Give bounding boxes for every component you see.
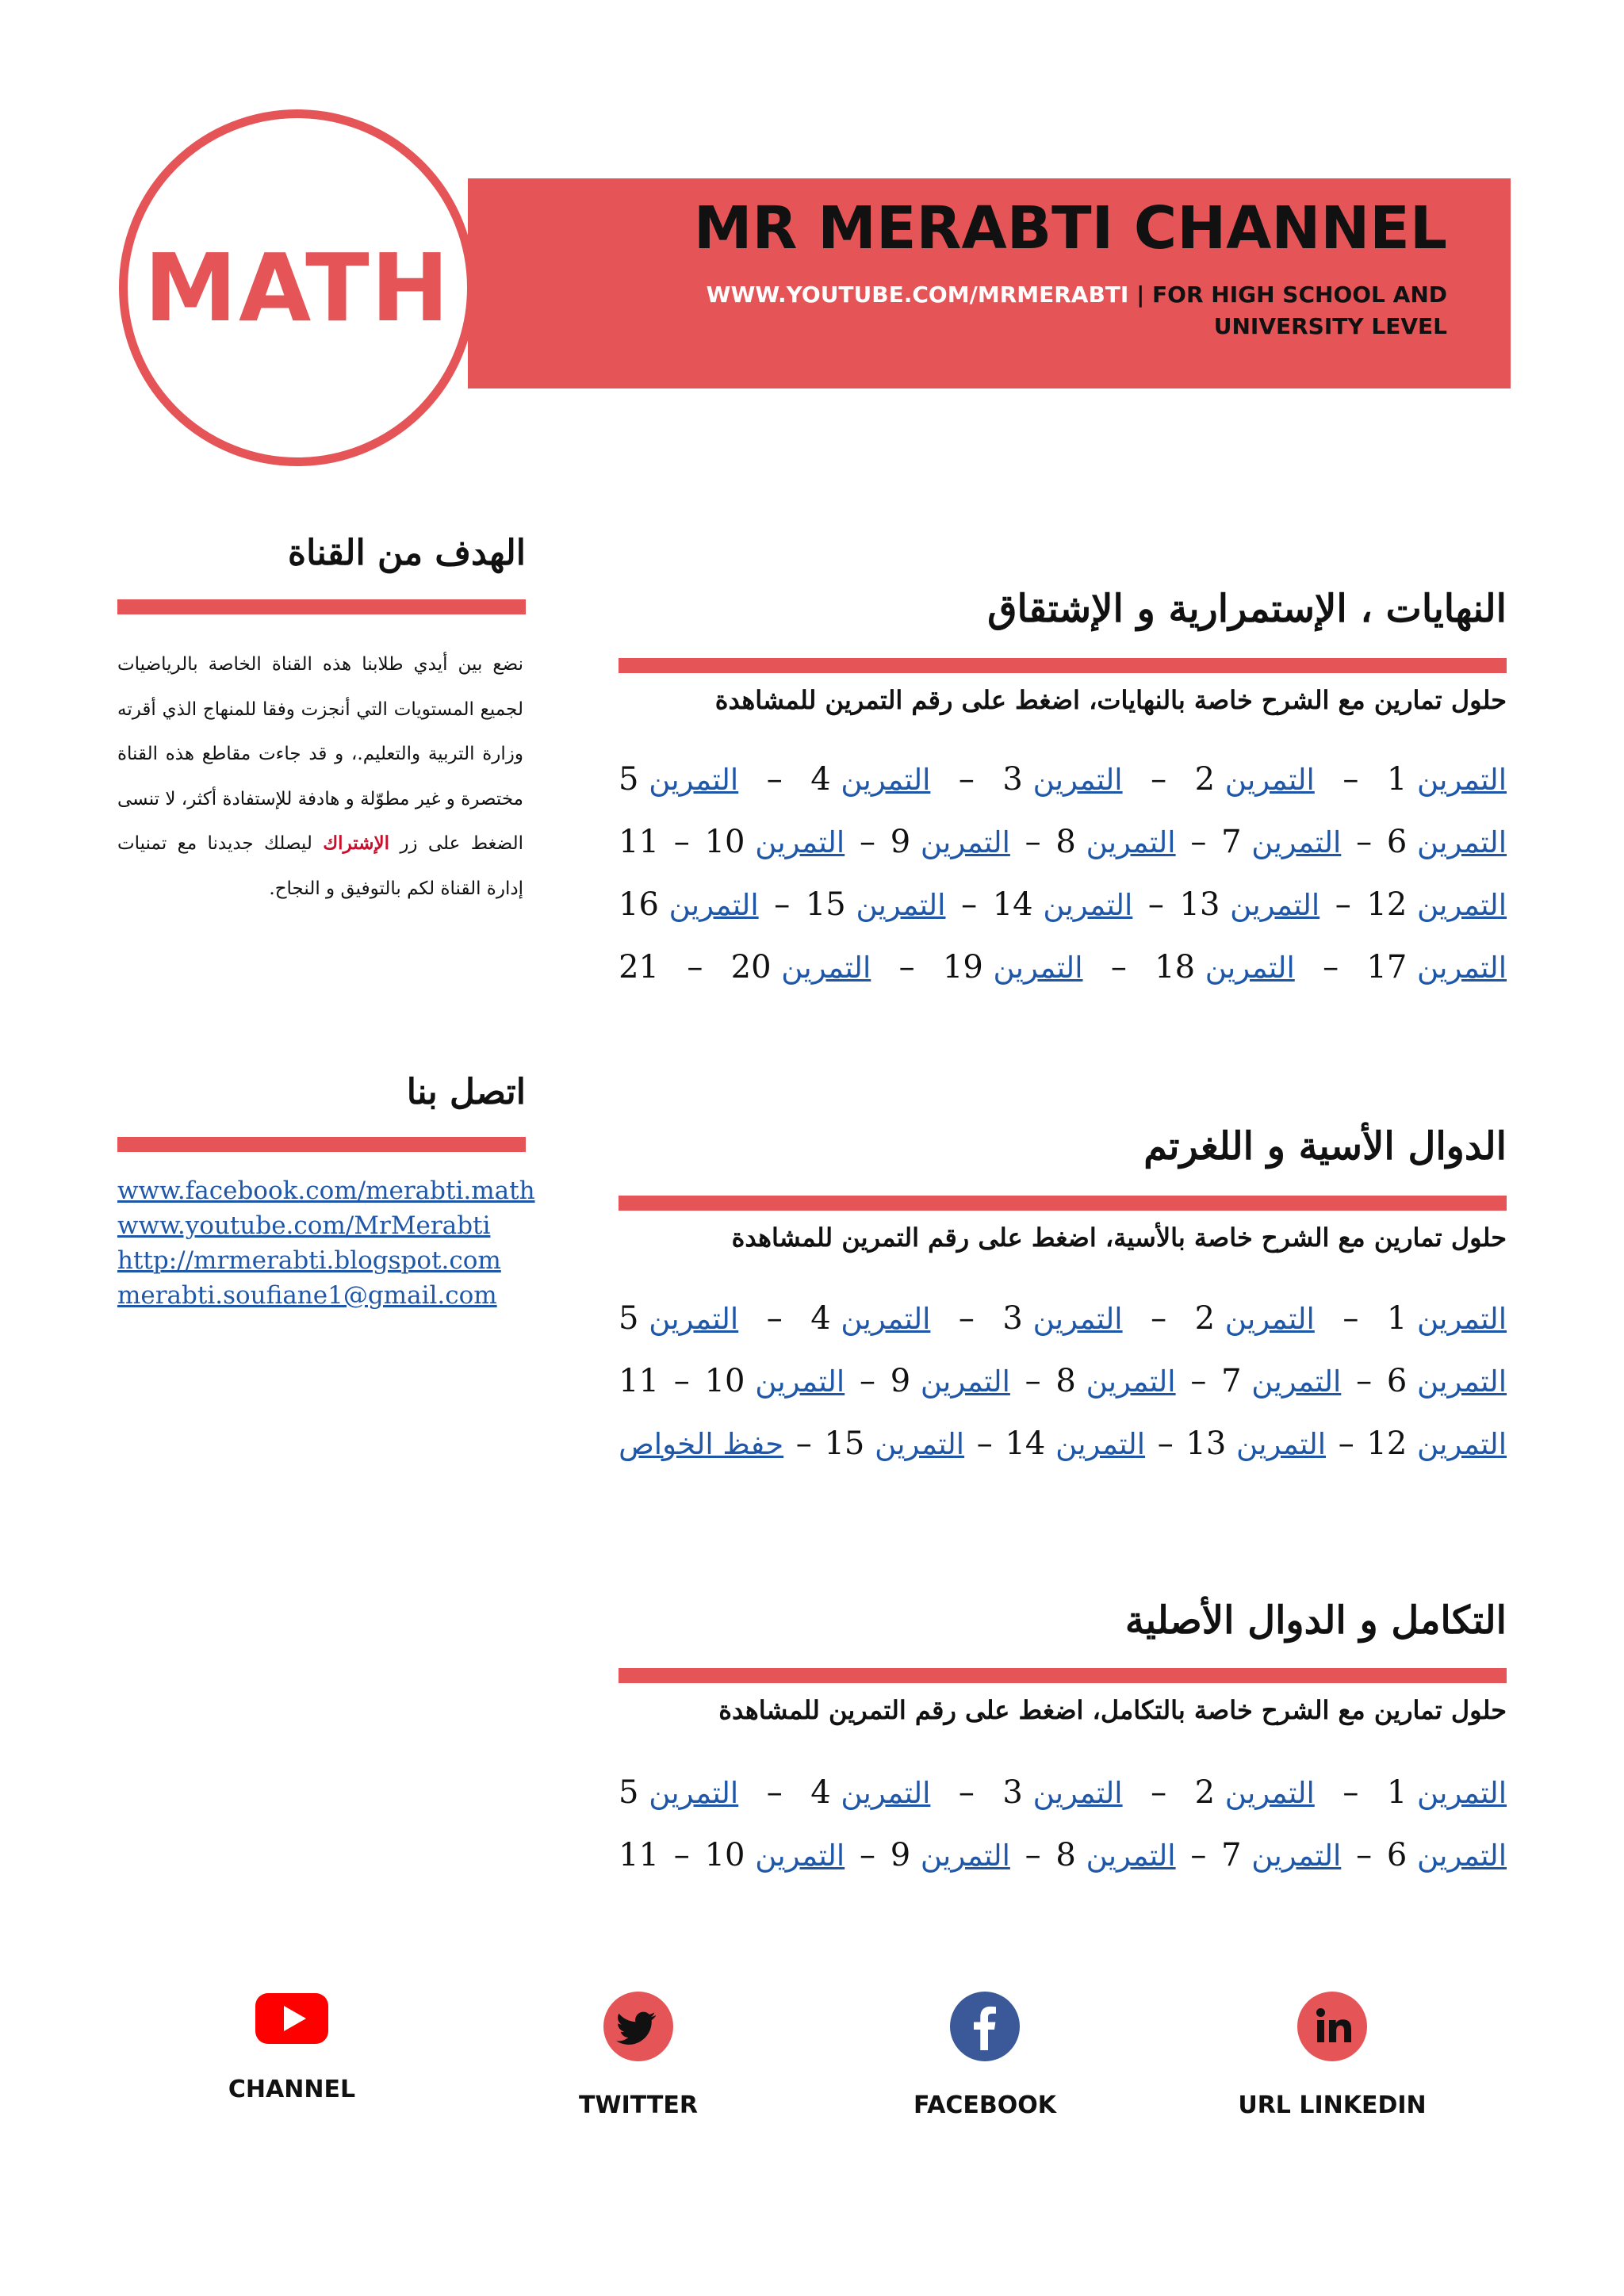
subscribe-word: الإشتراك [323,832,389,854]
separator: – [687,949,703,985]
exercise-number: 3 [1002,1300,1023,1337]
exercise-item [1366,886,1507,923]
exercise-item [619,1363,659,1399]
exercise-link[interactable]: التمرين [1032,1776,1123,1810]
exercise-number: 6 [1386,1837,1408,1873]
exercise-link[interactable]: التمرين [993,951,1083,985]
separator: – [1342,1300,1359,1337]
exercise-item [1180,886,1320,923]
exercise-number: 4 [810,761,831,798]
exercise-number: 7 [1221,824,1242,860]
exercise-number: 13 [1179,886,1220,923]
about-heading-wrap [117,533,526,573]
separator: – [1025,1837,1041,1873]
about-divider [117,599,526,614]
exercise-item [1002,761,1122,798]
exercise-item [806,886,946,923]
section-limits-title: النهايات ، الإستمرارية و الإشتقاق [987,587,1507,631]
exercise-item [705,1837,845,1873]
exercise-link[interactable]: التمرين [841,763,931,797]
youtube-icon[interactable] [189,1990,395,2047]
email-link[interactable]: merabti.soufiane1@gmail.com [117,1281,497,1310]
contact-divider [117,1137,526,1152]
exercise-number: 9 [890,1363,911,1399]
separator: – [1342,1774,1359,1811]
section-limits-links [619,761,1507,1012]
exercise-number: 10 [704,1837,745,1873]
exercise-item [1387,824,1507,860]
exercise-item [731,949,871,985]
exercise-number: 3 [1002,1774,1023,1811]
separator: – [766,1300,783,1337]
social-label: CHANNEL [228,2076,356,2103]
exercise-number: 4 [810,1300,831,1337]
section-integration-divider [619,1668,1507,1683]
exercise-item [891,1363,1010,1399]
separator: – [795,1425,812,1462]
section-limits-divider [619,658,1507,673]
section-exp-log-description: حلول تمارين مع الشرح خاصة بالأسية، اضغط على رقم التمرين للمشاهدة [731,1223,1507,1253]
separator: – [958,761,975,798]
exercise-number: 1 [1386,761,1408,798]
exercise-link[interactable]: التمرين [841,1302,931,1336]
exercise-item [1055,1837,1175,1873]
exercise-link[interactable]: التمرين [755,825,845,859]
exercise-link[interactable]: التمرين [755,1839,845,1873]
exercise-link[interactable]: التمرين [781,951,871,985]
exercise-link[interactable]: التمرين [1032,763,1123,797]
section-exp-log-title: الدوال الأسية و اللغرتم [1143,1124,1507,1169]
exercise-item [1221,1363,1341,1399]
section-integration-title: التكامل و الدوال الأصلية [1124,1598,1507,1643]
separator: – [1151,1774,1167,1811]
separator: – [673,1363,690,1399]
about-text [117,642,523,911]
exercise-number: 4 [810,1774,831,1811]
channel-tagline: | FOR HIGH SCHOOL AND UNIVERSITY LEVEL [1136,281,1447,339]
exercise-item [810,1774,930,1811]
exercise-number: 12 [1366,1425,1408,1462]
exercise-item [619,761,738,798]
exercise-number: 6 [1386,824,1408,860]
exercise-item [1005,1425,1145,1462]
about-text-after: ليصلك جديدنا مع تمنيات إدارة القناة لكم بالتوفيق و النجاح. [117,833,523,899]
exercise-link[interactable]: التمرين [1236,1427,1327,1461]
contact-links [117,1173,535,1313]
exercise-link[interactable]: التمرين [1224,1302,1315,1336]
exercise-link[interactable]: التمرين [1230,888,1320,922]
exercise-link[interactable]: التمرين [1086,1839,1176,1873]
exercise-link[interactable]: التمرين [920,1839,1010,1873]
exercise-item [619,1837,659,1873]
exercise-row [619,949,1507,1012]
exercise-link[interactable]: التمرين [755,1364,845,1399]
separator: – [859,824,875,860]
exercise-number: 13 [1185,1425,1227,1462]
separator: – [958,1300,975,1337]
exercise-link[interactable]: التمرين [1224,763,1315,797]
exercise-number: 10 [704,1363,745,1399]
exercise-number: 2 [1194,1774,1216,1811]
exercise-item [1155,949,1295,985]
exercise-item [824,1425,964,1462]
separator: – [1356,1363,1373,1399]
exercise-link[interactable]: التمرين [1205,951,1295,985]
exercise-number: 9 [890,1837,911,1873]
exercise-number: 3 [1002,761,1023,798]
exercise-number: 2 [1194,1300,1216,1337]
section-limits-description: حلول تمارين مع الشرح خاصة بالنهايات، اضغط على رقم التمرين للمشاهدة [714,685,1507,715]
linkedin-icon[interactable] [1229,1990,1435,2063]
contact-heading-wrap [117,1072,526,1112]
exercise-number: 9 [890,824,911,860]
section-exp-log-links [619,1300,1507,1488]
exercise-number: 17 [1366,949,1408,985]
separator: – [1323,949,1339,985]
exercise-link[interactable]: التمرين [920,1364,1010,1399]
exercise-item [705,1363,845,1399]
exercise-row [619,1300,1507,1363]
separator: – [1356,1837,1373,1873]
exercise-row [619,1774,1507,1837]
exercise-link[interactable]: التمرين [1417,1776,1507,1810]
exercise-number: 10 [704,824,745,860]
channel-url[interactable]: WWW.YOUTUBE.COM/MRMERABTI [706,281,1129,308]
exercise-link[interactable]: التمرين [1251,825,1342,859]
exercise-item [943,949,1083,985]
exercise-link[interactable]: التمرين [1417,763,1507,797]
logo-text: MATH [144,233,451,342]
exercise-item [810,761,930,798]
exercise-link[interactable]: التمرين [1417,951,1507,985]
exercise-number: 15 [824,1425,865,1462]
exercise-item [1221,1837,1341,1873]
exercise-number: 5 [619,1300,639,1337]
separator: – [1025,1363,1041,1399]
exercise-link[interactable]: التمرين [841,1776,931,1810]
exercise-number: 16 [619,886,659,923]
blog-link[interactable]: http://mrmerabti.blogspot.com [117,1246,501,1275]
exercise-item [1366,949,1507,985]
exercise-link[interactable]: التمرين [1417,1427,1507,1461]
exercise-number: 18 [1155,949,1196,985]
exercise-item [1195,1774,1315,1811]
separator: – [1342,761,1359,798]
section-integration-links [619,1774,1507,1900]
exercise-item [1366,1425,1507,1462]
separator: – [1190,824,1207,860]
exercise-link[interactable]: التمرين [1417,825,1507,859]
exercise-number: 12 [1366,886,1408,923]
exercise-number: 5 [619,1774,639,1811]
exercise-item [619,1774,738,1811]
exercise-number: 11 [619,1363,660,1399]
exercise-item [1055,1363,1175,1399]
exercise-row [619,1363,1507,1425]
social-twitter[interactable] [535,1990,741,2119]
exercise-item [1387,761,1507,798]
about-text-before: نضع بين أيدي طلابنا هذه القناة الخاصة بالرياضيات لجميع المستويات التي أنجزت وفقا للمنهاج الذي أقرته وزارة التربية والتعليم.، و قد جاءت مقاطع هذه القناة مختصرة و غير مطوّلة و هادفة للإستفادة أكثر، لا تنسى الضغط على زر [117,654,523,854]
exercise-number: 14 [1005,1425,1046,1462]
separator: – [859,1837,875,1873]
exercise-number: 1 [1386,1774,1408,1811]
exercise-item [705,824,845,860]
exercise-link[interactable]: التمرين [649,1302,739,1336]
exercise-link[interactable]: التمرين [649,763,739,797]
exercise-link[interactable]: التمرين [649,1776,739,1810]
about-heading: الهدف من القناة [288,533,526,573]
section-exp-log-divider [619,1196,1507,1211]
exercise-number: 5 [619,761,639,798]
exercise-item [810,1300,930,1337]
exercise-link[interactable]: التمرين [1251,1364,1342,1399]
separator: – [1151,761,1167,798]
exercise-item [1195,1300,1315,1337]
exercise-item [619,1300,738,1337]
exercise-number: 20 [730,949,772,985]
exercise-link[interactable]: التمرين [1224,1776,1315,1810]
exercise-item [1387,1837,1507,1873]
separator: – [976,1425,993,1462]
youtube-link[interactable]: www.youtube.com/MrMerabti [117,1211,491,1240]
exercise-item [1002,1774,1122,1811]
exercise-number: 7 [1221,1837,1242,1873]
exercise-item [1387,1774,1507,1811]
exercise-link[interactable]: التمرين [1032,1302,1123,1336]
separator: – [898,949,915,985]
separator: – [1190,1363,1207,1399]
exercise-link[interactable]: التمرين [1417,1364,1507,1399]
exercise-link[interactable]: التمرين [1417,888,1507,922]
exercise-number: 14 [992,886,1033,923]
exercise-row [619,1425,1507,1488]
exercise-link[interactable]: التمرين [1043,888,1133,922]
exercise-number: 8 [1055,1363,1076,1399]
separator: – [958,1774,975,1811]
exercise-number: 8 [1055,824,1076,860]
separator: – [1025,824,1041,860]
properties-link[interactable]: حفظ الخواص [619,1427,784,1461]
separator: – [961,886,978,923]
section-integration-description: حلول تمارين مع الشرح خاصة بالتكامل، اضغط على رقم التمرين للمشاهدة [718,1695,1507,1725]
exercise-item [1221,824,1341,860]
exercise-item [1055,824,1175,860]
separator: – [1338,1425,1354,1462]
exercise-item [619,886,759,923]
exercise-item [891,824,1010,860]
separator: – [859,1363,875,1399]
social-linkedin[interactable] [1229,1990,1435,2119]
exercise-number: 11 [619,824,660,860]
exercise-item [1387,1300,1507,1337]
channel-title: MR MERABTI CHANNEL [693,194,1447,262]
exercise-link[interactable]: التمرين [668,888,759,922]
exercise-link[interactable]: التمرين [1055,1427,1146,1461]
social-label: URL LINKEDIN [1238,2091,1427,2119]
separator: – [1151,1300,1167,1337]
separator: – [774,886,791,923]
exercise-number: 2 [1194,761,1216,798]
exercise-number: 6 [1386,1363,1408,1399]
separator: – [1157,1425,1174,1462]
exercise-item [1185,1425,1326,1462]
contact-heading: اتصل بنا [406,1072,526,1112]
channel-subtitle [654,279,1447,342]
separator: – [1190,1837,1207,1873]
exercise-row [619,1837,1507,1900]
separator: – [1147,886,1164,923]
exercise-link[interactable]: التمرين [1417,1839,1507,1873]
separator: – [766,761,783,798]
twitter-icon[interactable] [535,1990,741,2063]
exercise-item [1387,1363,1507,1399]
exercise-link[interactable]: التمرين [1251,1839,1342,1873]
social-channel[interactable] [189,1990,395,2103]
social-label: TWITTER [579,2091,698,2119]
separator: – [1356,824,1373,860]
exercise-item [1002,1300,1122,1337]
separator: – [1110,949,1127,985]
exercise-number: 8 [1055,1837,1076,1873]
separator: – [1335,886,1351,923]
exercise-item [1195,761,1315,798]
exercise-item [993,886,1133,923]
exercise-item [891,1837,1010,1873]
exercise-link[interactable]: التمرين [1086,1364,1176,1399]
facebook-link[interactable]: www.facebook.com/merabti.math [117,1177,535,1205]
exercise-link[interactable]: التمرين [856,888,946,922]
exercise-item [619,949,659,985]
exercise-number: 11 [619,1837,660,1873]
exercise-link[interactable]: التمرين [875,1427,965,1461]
facebook-icon[interactable] [882,1990,1088,2063]
exercise-number: 19 [942,949,983,985]
exercise-link[interactable]: التمرين [920,825,1010,859]
exercise-row [619,886,1507,949]
separator: – [673,824,690,860]
social-label: FACEBOOK [914,2091,1056,2119]
exercise-row [619,824,1507,886]
separator: – [673,1837,690,1873]
exercise-number: 21 [619,949,659,985]
exercise-link[interactable]: التمرين [1417,1302,1507,1336]
social-facebook[interactable] [882,1990,1088,2119]
exercise-row [619,761,1507,824]
exercise-number: 1 [1386,1300,1408,1337]
exercise-number: 15 [805,886,846,923]
separator: – [766,1774,783,1811]
exercise-link[interactable]: التمرين [1086,825,1176,859]
exercise-item [619,824,659,860]
exercise-number: 7 [1221,1363,1242,1399]
math-logo [119,109,476,466]
